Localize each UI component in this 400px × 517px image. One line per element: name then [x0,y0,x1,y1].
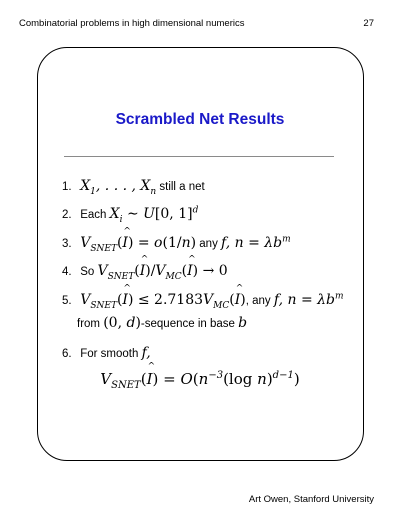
math-expression: f, $n = \lambda b^m$ [273,291,344,308]
slide-title: Scrambled Net Results [115,111,285,128]
item-text: still a net [159,181,205,193]
item-text: from [77,318,100,330]
math-expression: $X_i$ ∼ U[0, 1]$^d$ [109,205,199,225]
title-divider [64,156,334,157]
item-number: 2. [62,209,72,221]
list-item-2 [62,205,199,225]
item-number: 4. [62,266,72,278]
math-expression: $V_{SNET}(\^{}$ I) = o(1/n) [80,235,196,251]
item-text: any [199,238,218,250]
page-number: 27 [363,18,374,29]
item-text: , any [245,295,271,307]
item-text: -sequence in base [140,318,235,330]
header-title: Combinatorial problems in high dimensional numerics [19,18,245,29]
item-text: For smooth [80,348,139,360]
item-text: So [80,266,95,278]
slide-frame [37,47,364,461]
item-number: 5. [62,295,72,307]
list-item-3 [62,234,291,254]
item-number: 3. [62,238,72,250]
list-item-5 [62,291,344,311]
list-item-5-continuation [77,315,247,331]
item-number: 1. [62,181,72,193]
math-expression: f, $n = \lambda b^m$ [221,234,291,251]
math-expression: $V_{SNET}(\^{}$ $I) \le 2.7183V_{MC}(\^{}$ I) [80,292,246,308]
list-item-6 [62,345,151,361]
math-expression: $X_1$, . . . , $X_n$ [80,178,157,197]
display-equation: $V_{SNET}(\^{}$ $I) = O(n^{-3}(\log$ n)$^{d-1}$) [0,370,400,388]
math-expression: (0, d) [103,315,141,331]
math-expression: f, [141,345,151,361]
list-item-1 [62,178,205,197]
item-number: 6. [62,348,72,360]
math-expression: b [238,315,248,331]
item-text: Each [80,209,107,221]
footer-author: Art Owen, Stanford University [248,494,374,505]
list-item-4 [62,263,228,282]
math-expression: $V_{SNET}(\^{}$ $I)/V_{MC}(\^{}$ I) → 0 [97,263,227,279]
running-header [19,18,374,29]
